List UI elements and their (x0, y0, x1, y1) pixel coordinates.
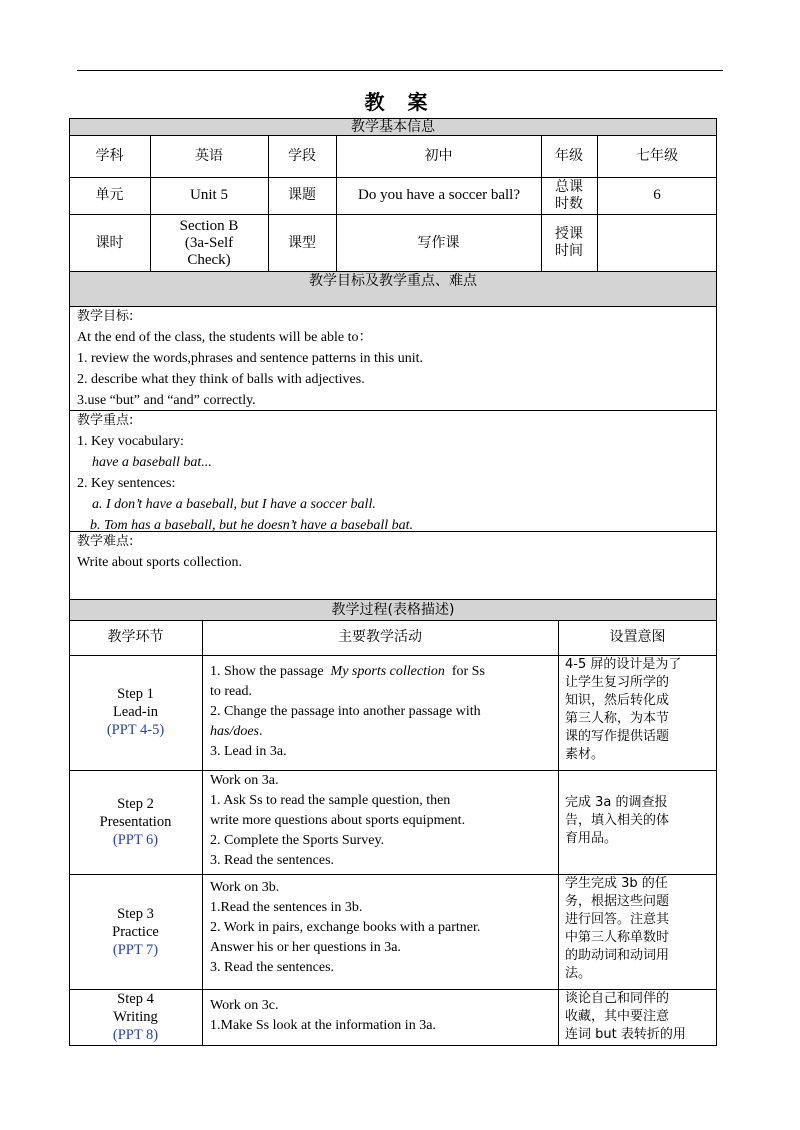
step-2-purpose (565, 794, 715, 848)
ppt-reference: (PPT 6) (112, 832, 159, 848)
activity-text: 2. Complete the Sports Survey. (210, 833, 385, 848)
stage-label: 学段 (288, 147, 316, 164)
unit-value: Unit 5 (190, 187, 228, 203)
step-4-activities (210, 996, 554, 1036)
subject-value: 英语 (195, 147, 223, 164)
step-1-purpose (565, 656, 715, 764)
lesson-value: Section B (3a-Self Check) (179, 217, 239, 268)
activity-text: 1.Make Ss look at the information in 3a. (210, 1018, 436, 1033)
purpose-line: 连词 but 表转折的用 (565, 1027, 686, 1042)
activity-passage-title: My sports collection (330, 664, 445, 679)
ppt-reference: (PPT 7) (112, 942, 159, 958)
purpose-line: 谈论自己和同伴的 (565, 991, 670, 1006)
teaching-time-value (597, 214, 717, 272)
topic-value: Do you have a soccer ball? (357, 187, 520, 203)
key-points-section (77, 410, 713, 536)
key-sentence-b: b. Tom has a baseball, but he doesn’t have a baseball bat. (90, 518, 414, 533)
key-points-label: 教学重点: (77, 413, 134, 428)
activity-text: write more questions about sports equipment. (210, 813, 466, 828)
grade-value: 七年级 (636, 147, 678, 164)
step-number: Step 3 (117, 906, 154, 922)
step-1-cell (69, 685, 202, 739)
objectives-section (77, 306, 713, 411)
step-number: Step 2 (117, 796, 154, 812)
activity-text: . (259, 724, 263, 739)
activity-text: 1.Read the sentences in 3b. (210, 900, 363, 915)
objective-line: 2. describe what they think of balls with adjectives. (77, 372, 365, 387)
column-header-activities: 主要教学活动 (338, 629, 422, 645)
step-3-purpose (565, 875, 715, 983)
process-header: 教学过程(表格描述) (69, 599, 717, 621)
difficulty-section (77, 531, 713, 573)
purpose-line: 4-5 屏的设计是为了 (565, 657, 682, 672)
topic-label: 课题 (288, 187, 316, 203)
purpose-line: 课的写作提供话题 (565, 729, 670, 744)
purpose-line: 学生完成 3b 的任 (565, 876, 668, 891)
purpose-line: 收藏，其中要注意 (565, 1009, 670, 1024)
step-2-activities (210, 771, 554, 871)
step-2-cell (69, 795, 202, 849)
column-header-purpose: 设置意图 (609, 629, 666, 645)
key-vocab: have a baseball bat... (92, 455, 212, 470)
purpose-line: 的助动词和动词用 (565, 948, 670, 963)
activity-text: Work on 3b. (210, 880, 280, 895)
difficulty-text: Write about sports collection. (77, 555, 243, 570)
subject-label: 学科 (95, 147, 124, 164)
document-title: 教 案 (364, 90, 436, 114)
basic-info-header: 教学基本信息 (69, 118, 717, 136)
step-name: Practice (112, 924, 159, 940)
step-name: Lead-in (112, 704, 159, 720)
activity-text: 3. Lead in 3a. (210, 744, 287, 759)
step-1-activities (210, 662, 554, 762)
purpose-line: 第三人称，为本节 (565, 711, 670, 726)
purpose-line: 进行回答。注意其 (565, 912, 670, 927)
key-vocab-title: 1. Key vocabulary: (77, 434, 184, 449)
unit-label: 单元 (95, 187, 124, 203)
total-hours-label: 总课时数 (555, 178, 583, 212)
purpose-line: 育用品。 (565, 831, 618, 846)
objectives-label: 教学目标: (77, 309, 134, 324)
ppt-reference: (PPT 4-5) (106, 722, 165, 738)
purpose-line: 告，填入相关的体 (565, 813, 670, 828)
type-value: 写作课 (417, 234, 460, 251)
activity-text: 3. Read the sentences. (210, 960, 335, 975)
activity-text: 1. Ask Ss to read the sample question, then (210, 793, 451, 808)
purpose-line: 务，根据这些问题 (565, 894, 670, 909)
objective-line: At the end of the class, the students will be able to： (77, 330, 373, 345)
lesson-label: 课时 (95, 234, 124, 251)
step-number: Step 1 (117, 686, 154, 702)
activity-text: for Ss (451, 664, 485, 679)
activity-text: 3. Read the sentences. (210, 853, 335, 868)
step-name: Presentation (99, 814, 172, 830)
ppt-reference: (PPT 8) (112, 1027, 159, 1043)
column-header-stage: 教学环节 (107, 629, 164, 645)
step-3-cell (69, 905, 202, 959)
step-4-cell (69, 990, 202, 1044)
difficulty-label: 教学难点: (77, 534, 134, 549)
header-rule (77, 70, 723, 71)
objective-line: 3.use “but” and “and” correctly. (77, 393, 256, 408)
key-sentences-title: 2. Key sentences: (77, 476, 176, 491)
stage-value: 初中 (424, 147, 453, 164)
step-3-activities (210, 878, 554, 978)
activity-text: 2. Work in pairs, exchange books with a partner. (210, 920, 481, 935)
purpose-line: 知识，然后转化成 (565, 693, 670, 708)
activity-text: Work on 3c. (210, 998, 279, 1013)
total-hours-value: 6 (653, 187, 661, 203)
purpose-line: 素材。 (565, 747, 605, 762)
goals-header: 教学目标及教学重点、难点 (69, 271, 717, 307)
step-4-purpose (565, 990, 715, 1044)
purpose-line: 完成 3a 的调查报 (565, 795, 668, 810)
purpose-line: 中第三人称单数时 (565, 930, 670, 945)
step-name: Writing (113, 1009, 158, 1025)
key-sentence-a: a. I don’t have a baseball, but I have a soccer ball. (92, 497, 376, 512)
teaching-time-label: 授课时间 (555, 226, 583, 259)
type-label: 课型 (288, 234, 316, 251)
activity-text: Work on 3a. (210, 773, 279, 788)
purpose-line: 让学生复习所学的 (565, 675, 670, 690)
activity-italic-text: has/does (210, 724, 259, 739)
step-number: Step 4 (117, 991, 154, 1007)
activity-text: 1. Show the passage (210, 664, 324, 679)
objective-line: 1. review the words,phrases and sentence patterns in this unit. (77, 351, 424, 366)
activity-text: 2. Change the passage into another passage with (210, 704, 481, 719)
purpose-line: 法。 (565, 966, 592, 981)
activity-text: to read. (210, 684, 252, 699)
activity-text: Answer his or her questions in 3a. (210, 940, 401, 955)
grade-label: 年级 (555, 147, 583, 164)
